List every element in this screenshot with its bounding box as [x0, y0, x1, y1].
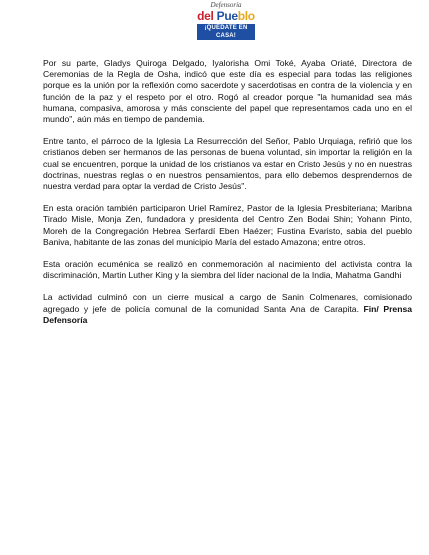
paragraph-5 — [43, 292, 412, 326]
document-body — [43, 58, 412, 337]
paragraph-5-text: La actividad culminó con un cierre musical a cargo de Sanin Colmenares, comisionado agregado y jefe de policía comunal de la comunidad Santa Ana de Carapita. — [43, 292, 412, 314]
paragraph-1: Por su parte, Gladys Quiroga Delgado, Iyalorisha Omi Toké, Ayaba Oriaté, Directora de Ceremonias de la Regla de Osha, indicó que este día es especial para todas las religiones porque es la unión por la reflexión como sacerdote y sacerdotisas en contra de la violencia y en función de la paz y el respeto por el otro. Rogó al creador porque "la humanidad sea más humana, compasiva, amorosa y más consciente del papel que representamos cada uno en el mundo", aún más en tiempo de pandemia. — [43, 58, 412, 125]
paragraph-4: Esta oración ecuménica se realizó en conmemoración al nacimiento del activista contra la discriminación, Martin Luther King y la siembra del líder nacional de la India, Mahatma Gandhi — [43, 259, 412, 281]
press-signature: Fin/ Prensa Defensoría — [43, 303, 413, 325]
paragraph-3: En esta oración también participaron Uriel Ramírez, Pastor de la Iglesia Presbiteriana; Maribna Tirado Misle, Monja Zen, fundadora y presidenta del Centro Zen Bodai Shin; Yohann Pinto, Moreh de la Congregación Hebrea Serfardí Eben Haézer; Fustina Evaristo, sabia del pueblo Baniva, habitante de las zonas del municipio María del estado Amazona; entre otros. — [43, 203, 412, 247]
logo-top-text: Defensoría — [210, 1, 242, 9]
logo-wordmark — [197, 10, 255, 22]
logo-tagline: ¡QUÉDATE EN CASA! — [197, 24, 255, 40]
logo-word-b: Pue — [216, 9, 238, 23]
logo-word-a: del — [197, 9, 217, 23]
defensoria-logo — [197, 2, 255, 38]
paragraph-2: Entre tanto, el párroco de la Iglesia La Resurrección del Señor, Pablo Urquiaga, refirió que los cristianos deben ser hermanos de las personas de buena voluntad, sin importar la religión en la cual se encuentren, porque la unidad de los cristianos va estar en Cristo Jesús y no en nuestras doctrinas, nuestras reglas o en nuestros pensamientos, para ello debemos desprendernos de nuestra verdad para optar la verdad de Cristo Jesús". — [43, 136, 412, 192]
logo-word-c: blo — [237, 9, 255, 23]
